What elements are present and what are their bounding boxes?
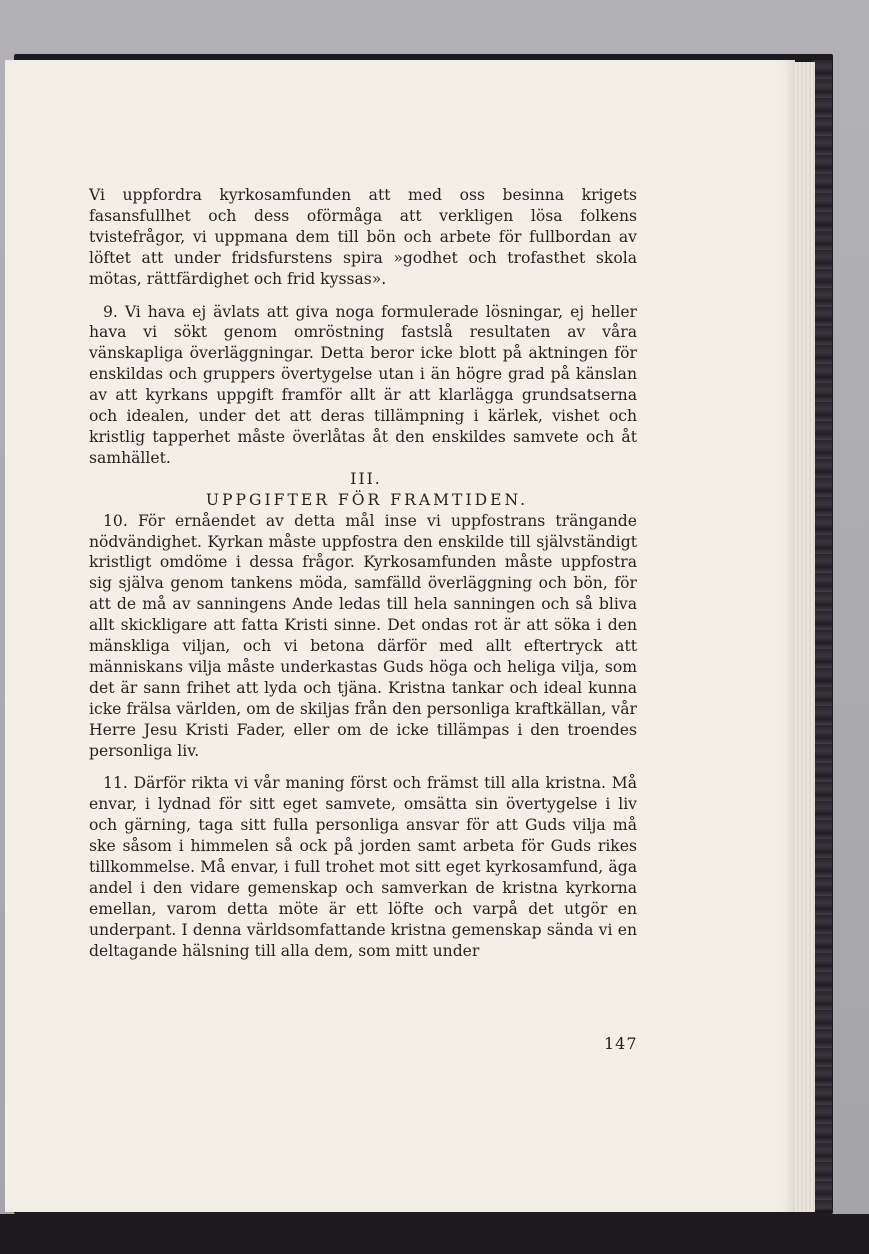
cover-edge-marbled <box>812 60 832 1210</box>
paragraph-intro: Vi uppfordra kyrkosamfunden att med oss besinna krigets fasansfullhet och dess oförmåga att verkligen lösa folkens tvistefrågor, vi uppmana dem till bön och arbete för fullbordan av löftet att under fridsfurstens spira »godhet och trofasthet skola mötas, rättfärdighet och frid kyssas». <box>89 186 637 288</box>
bottom-binding-strip <box>0 1214 869 1254</box>
section-title: UPPGIFTER FÖR FRAMTIDEN. <box>205 490 529 509</box>
section-number: III. <box>350 469 382 488</box>
paragraph-10: 10. För ernåendet av detta mål inse vi uppfostrans trängande nödvändighet. Kyrkan måste uppfostra den enskilde till självständigt kristligt omdöme i dessa frågor. Kyrkosamfunden måste uppfostra sig själva genom tankens möda, samfälld överläggning och bön, för att de må av sanningens Ande ledas till hela sanningen och så bliva allt skickligare att fatta Kristi sinne. Det ondas rot är att söka i den mänskliga viljan, och vi betona därför med allt eftertryck att människans vilja måste underkastas Guds höga och heliga vilja, som det är sann frihet att lyda och tjäna. Kristna tankar och ideal kunna icke frälsa världen, om de skiljas från den personliga kraftkällan, vår Herre Jesu Kristi Fader, eller om de icke tillämpas i den troendes personliga liv. <box>89 511 637 760</box>
page-text <box>89 185 637 962</box>
page-number: 147 <box>604 1034 638 1053</box>
paragraph-9: 9. Vi hava ej ävlats att giva noga formulerade lösningar, ej heller hava vi sökt genom omröstning fastslå resultaten av våra vänskapliga överläggningar. Detta beror icke blott på aktningen för enskildas och gruppers övertygelse utan i än högre grad på känslan av att kyrkans uppgift framför allt är att klarlägga grundsatserna och idealen, under det att deras tillämpning i kärlek, vishet och kristlig tapperhet måste överlåtas åt den enskildes samvete och åt samhället. <box>89 302 637 467</box>
paragraph-11: 11. Därför rikta vi vår maning först och främst till alla kristna. Må envar, i lydnad för sitt eget samvete, omsätta sin övertygelse i liv och gärning, taga sitt fulla personliga ansvar för att Guds vilja må ske såsom i himmelen så ock på jorden samt arbeta för Guds rikes tillkommelse. Må envar, i full trohet mot sitt eget kyrkosamfund, äga andel i den vidare gemenskap och samverkan de kristna kyrkorna emellan, varom detta möte är ett löfte och varpå det utgör en underpant. I denna världsomfattande kristna gemenskap sända vi en deltagande hälsning till alla dem, som mitt under <box>89 774 637 960</box>
